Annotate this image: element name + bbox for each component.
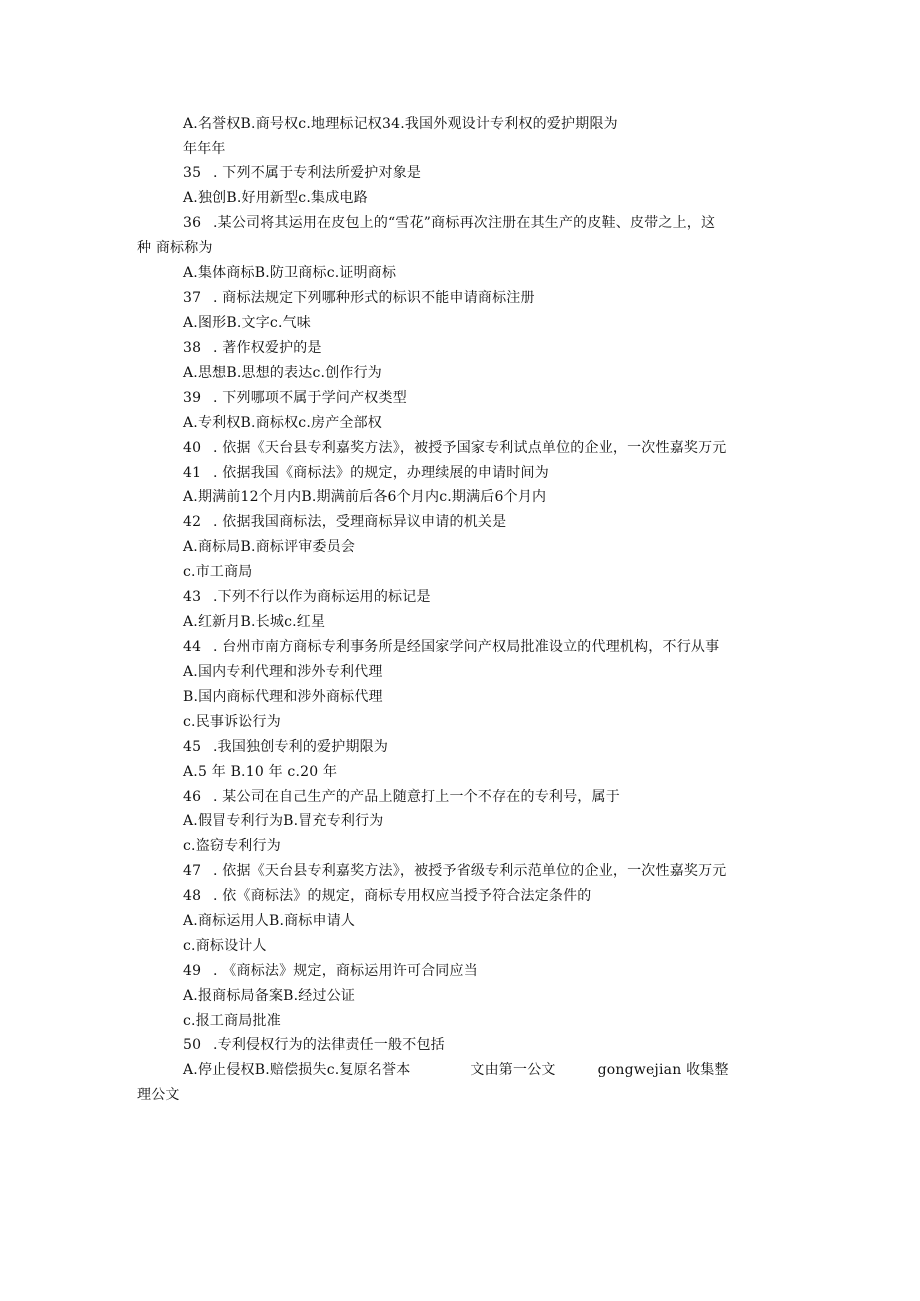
options-50: [183, 1061, 729, 1079]
question-number: 39: [183, 390, 202, 406]
question-50: 50 .专利侵权行为的法律责任一般不包括: [183, 1037, 445, 1053]
question-number: 44: [183, 639, 202, 655]
source-note: 文由第一公文: [470, 1062, 556, 1078]
question-37: 37 . 商标法规定下列哪种形式的标识不能申请商标注册: [183, 290, 535, 306]
question-number: 50: [183, 1037, 202, 1053]
question-45: 45 .我国独创专利的爱护期限为: [183, 739, 389, 755]
options-35: A.独创B.好用新型c.集成电路: [183, 190, 368, 206]
question-49: 49 . 《商标法》规定，商标运用许可合同应当: [183, 963, 478, 979]
question-number: 47: [183, 863, 202, 879]
options-41: A.期满前12个月内B.期满前后各6个月内c.期满后6个月内: [183, 489, 547, 505]
question-44: 44 . 台州市南方商标专利事务所是经国家学问产权局批准设立的代理机构，不行从事: [183, 639, 720, 655]
question-number: 43: [183, 589, 202, 605]
options-42-c: c.市工商局: [183, 564, 253, 580]
source-note-2: gongwejian 收集整: [597, 1062, 729, 1078]
question-39: 39 . 下列哪项不属于学问产权类型: [183, 390, 407, 406]
options-45: A.5 年 B.10 年 c.20 年: [183, 764, 338, 780]
question-43: 43 .下列不行以作为商标运用的标记是: [183, 589, 431, 605]
question-48: 48 . 依《商标法》的规定，商标专用权应当授予符合法定条件的: [183, 888, 592, 904]
options-44-c: c.民事诉讼行为: [183, 714, 281, 730]
question-36-continued: 种 商标称为: [137, 240, 213, 256]
trailing-text: 理公文: [137, 1087, 180, 1103]
question-number: 48: [183, 888, 202, 904]
options-43: A.红新月B.长城c.红星: [183, 614, 326, 630]
question-number: 38: [183, 340, 202, 356]
options-36: A.集体商标B.防卫商标c.证明商标: [183, 265, 397, 281]
question-35: 35 . 下列不属于专利法所爱护对象是: [183, 165, 422, 181]
question-number: 37: [183, 290, 202, 306]
options-49-c: c.报工商局批准: [183, 1013, 281, 1029]
question-number: 42: [183, 514, 202, 530]
question-number: 45: [183, 739, 202, 755]
options-46: A.假冒专利行为B.冒充专利行为: [183, 813, 384, 829]
question-number: 36: [183, 215, 202, 231]
options-38: A.思想B.思想的表达c.创作行为: [183, 365, 382, 381]
question-number: 35: [183, 165, 202, 181]
options-42: A.商标局B.商标评审委员会: [183, 539, 356, 555]
options-49: A.报商标局备案B.经过公证: [183, 988, 356, 1004]
options-39: A.专利权B.商标权c.房产全部权: [183, 415, 382, 431]
question-number: 46: [183, 789, 202, 805]
options-50-text: A.停止侵权B.赔偿损失c.复原名誉本: [183, 1062, 411, 1078]
options-37: A.图形B.文字c.气味: [183, 315, 311, 331]
question-41: 41 . 依据我国《商标法》的规定，办理续展的申请时间为: [183, 465, 549, 481]
question-47: 47 . 依据《天台县专利嘉奖方法》，被授予省级专利示范单位的企业，一次性嘉奖万元: [183, 863, 727, 879]
question-46: 46 . 某公司在自己生产的产品上随意打上一个不存在的专利号，属于: [183, 789, 620, 805]
options-44-b: B.国内商标代理和涉外商标代理: [183, 689, 383, 705]
question-number: 49: [183, 963, 202, 979]
options-44-a: A.国内专利代理和涉外专利代理: [183, 664, 383, 680]
question-42: 42 . 依据我国商标法，受理商标异议申请的机关是: [183, 514, 507, 530]
text-line-1: A.名誉权B.商号权c.地理标记权34.我国外观设计专利权的爱护期限为: [183, 116, 618, 132]
question-40: 40 . 依据《天台县专利嘉奖方法》，被授予国家专利试点单位的企业，一次性嘉奖万元: [183, 440, 727, 456]
options-48-c: c.商标设计人: [183, 938, 267, 954]
question-number: 40: [183, 440, 202, 456]
text-line-2: 年年年: [183, 141, 226, 157]
options-46-c: c.盗窃专利行为: [183, 838, 281, 854]
question-number: 41: [183, 465, 202, 481]
options-48: A.商标运用人B.商标申请人: [183, 913, 356, 929]
question-36: 36 .某公司将其运用在皮包上的“雪花”商标再次注册在其生产的皮鞋、皮带之上，这: [183, 215, 716, 231]
question-38: 38 . 著作权爱护的是: [183, 340, 322, 356]
